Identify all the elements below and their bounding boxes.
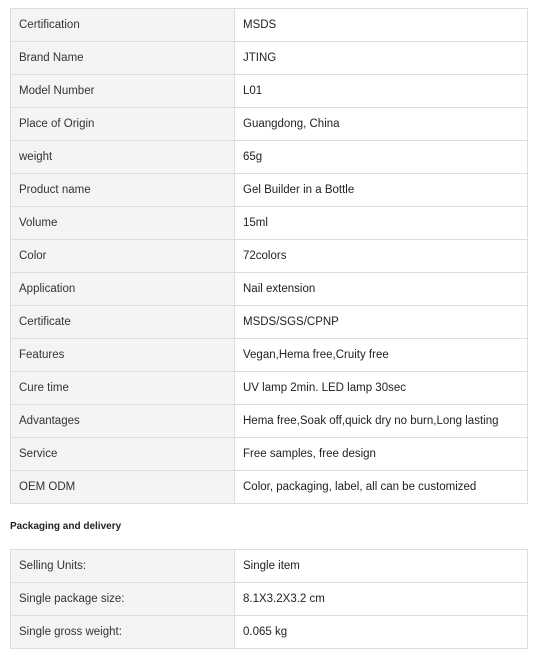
row-key: Product name <box>11 174 235 207</box>
product-attributes-table <box>10 8 528 504</box>
row-value: Guangdong, China <box>235 108 528 141</box>
row-value: JTING <box>235 42 528 75</box>
row-key: Selling Units: <box>11 550 235 583</box>
row-key: Advantages <box>11 405 235 438</box>
packaging-section-title: Packaging and delivery <box>10 521 122 532</box>
row-value: Free samples, free design <box>235 438 528 471</box>
row-value: Hema free,Soak off,quick dry no burn,Long lasting <box>235 405 528 438</box>
table-row <box>11 207 528 240</box>
row-value: UV lamp 2min. LED lamp 30sec <box>235 372 528 405</box>
row-value: 72colors <box>235 240 528 273</box>
row-key: Single package size: <box>11 583 235 616</box>
row-value: Gel Builder in a Bottle <box>235 174 528 207</box>
table-row <box>11 108 528 141</box>
table-row <box>11 583 528 616</box>
row-key: Place of Origin <box>11 108 235 141</box>
row-value: 0.065 kg <box>235 616 528 649</box>
table-row <box>11 273 528 306</box>
table-row <box>11 438 528 471</box>
row-key: OEM ODM <box>11 471 235 504</box>
row-key: Service <box>11 438 235 471</box>
table-row <box>11 616 528 649</box>
row-key: Color <box>11 240 235 273</box>
table-row <box>11 141 528 174</box>
row-key: Volume <box>11 207 235 240</box>
table-row <box>11 550 528 583</box>
table-row <box>11 9 528 42</box>
row-value: Vegan,Hema free,Cruity free <box>235 339 528 372</box>
table-row <box>11 339 528 372</box>
table-row <box>11 471 528 504</box>
row-value: 8.1X3.2X3.2 cm <box>235 583 528 616</box>
row-key: Features <box>11 339 235 372</box>
row-value: MSDS <box>235 9 528 42</box>
table-row <box>11 372 528 405</box>
table-row <box>11 240 528 273</box>
table-row <box>11 174 528 207</box>
row-key: Cure time <box>11 372 235 405</box>
row-key: Single gross weight: <box>11 616 235 649</box>
packaging-table <box>10 549 528 649</box>
row-key: Brand Name <box>11 42 235 75</box>
row-key: Model Number <box>11 75 235 108</box>
row-key: Certificate <box>11 306 235 339</box>
row-value: L01 <box>235 75 528 108</box>
row-key: Application <box>11 273 235 306</box>
table-row <box>11 405 528 438</box>
table-row <box>11 75 528 108</box>
table-row <box>11 306 528 339</box>
row-value: Single item <box>235 550 528 583</box>
row-value: Nail extension <box>235 273 528 306</box>
row-key: weight <box>11 141 235 174</box>
row-value: MSDS/SGS/CPNP <box>235 306 528 339</box>
table-row <box>11 42 528 75</box>
row-value: 65g <box>235 141 528 174</box>
row-value: 15ml <box>235 207 528 240</box>
row-value: Color, packaging, label, all can be customized <box>235 471 528 504</box>
row-key: Certification <box>11 9 235 42</box>
